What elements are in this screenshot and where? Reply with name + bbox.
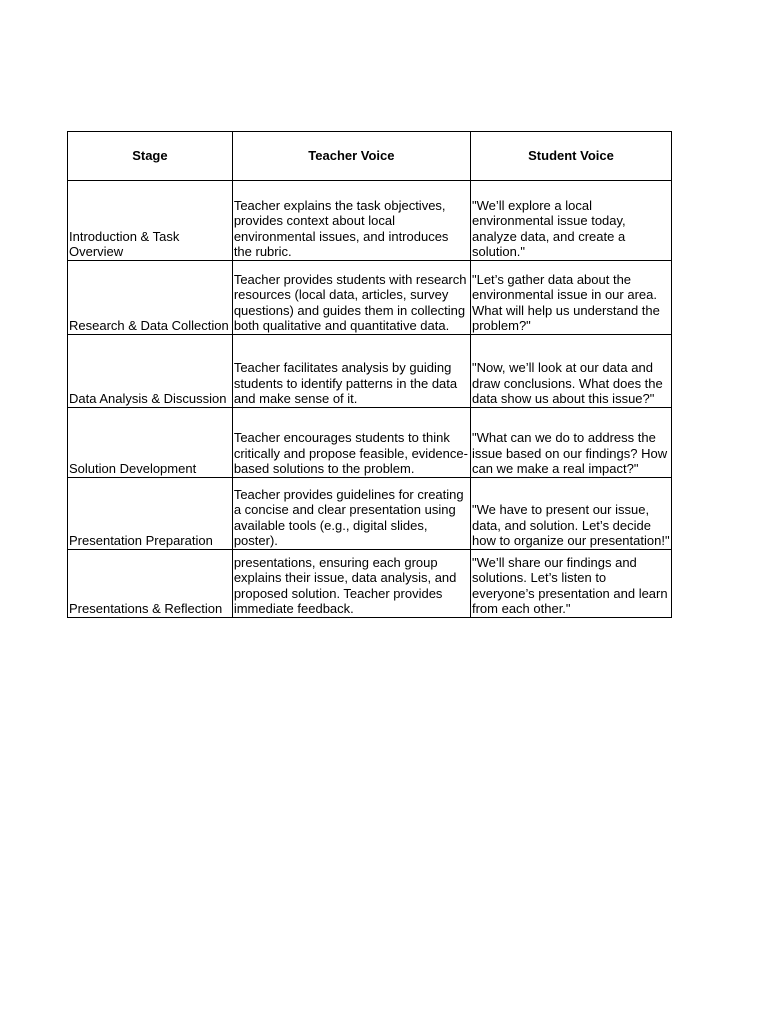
teacher-voice-cell: Teacher facilitates analysis by guiding students to identify patterns in the data and make sense of it. [232,335,470,408]
teacher-voice-cell: Teacher encourages students to think critically and propose feasible, evidence-based solutions to the problem. [232,408,470,478]
table-row [68,550,672,618]
teacher-voice-cell: Teacher provides students with research resources (local data, articles, survey questions) and guides them in collecting both qualitative and quantitative data. [232,261,470,335]
student-voice-cell: "We have to present our issue, data, and solution. Let’s decide how to organize our presentation!" [470,478,671,550]
stage-cell: Solution Development [68,408,233,478]
table-row [68,408,672,478]
header-row [68,132,672,181]
teacher-voice-cell: Teacher provides guidelines for creating a concise and clear presentation using available tools (e.g., digital slides, poster). [232,478,470,550]
student-voice-cell: "We’ll explore a local environmental issue today, analyze data, and create a solution." [470,181,671,261]
stage-voice-table [67,131,672,618]
teacher-voice-cell: Teacher explains the task objectives, provides context about local environmental issues, and introduces the rubric. [232,181,470,261]
table-row [68,181,672,261]
table-row [68,335,672,408]
student-voice-cell: "Now, we’ll look at our data and draw conclusions. What does the data show us about this issue?" [470,335,671,408]
stage-cell: Presentation Preparation [68,478,233,550]
student-voice-cell: "What can we do to address the issue based on our findings? How can we make a real impact?" [470,408,671,478]
stage-cell: Data Analysis & Discussion [68,335,233,408]
teacher-voice-cell: presentations, ensuring each group explains their issue, data analysis, and proposed solution. Teacher provides immediate feedback. [232,550,470,618]
student-voice-cell: "Let’s gather data about the environmental issue in our area. What will help us understand the problem?" [470,261,671,335]
header-student-voice: Student Voice [470,132,671,181]
student-voice-cell: "We’ll share our findings and solutions. Let’s listen to everyone’s presentation and learn from each other." [470,550,671,618]
stage-cell: Research & Data Collection [68,261,233,335]
table-row [68,261,672,335]
header-stage: Stage [68,132,233,181]
table-row [68,478,672,550]
stage-cell: Introduction & Task Overview [68,181,233,261]
header-teacher-voice: Teacher Voice [232,132,470,181]
stage-cell: Presentations & Reflection [68,550,233,618]
